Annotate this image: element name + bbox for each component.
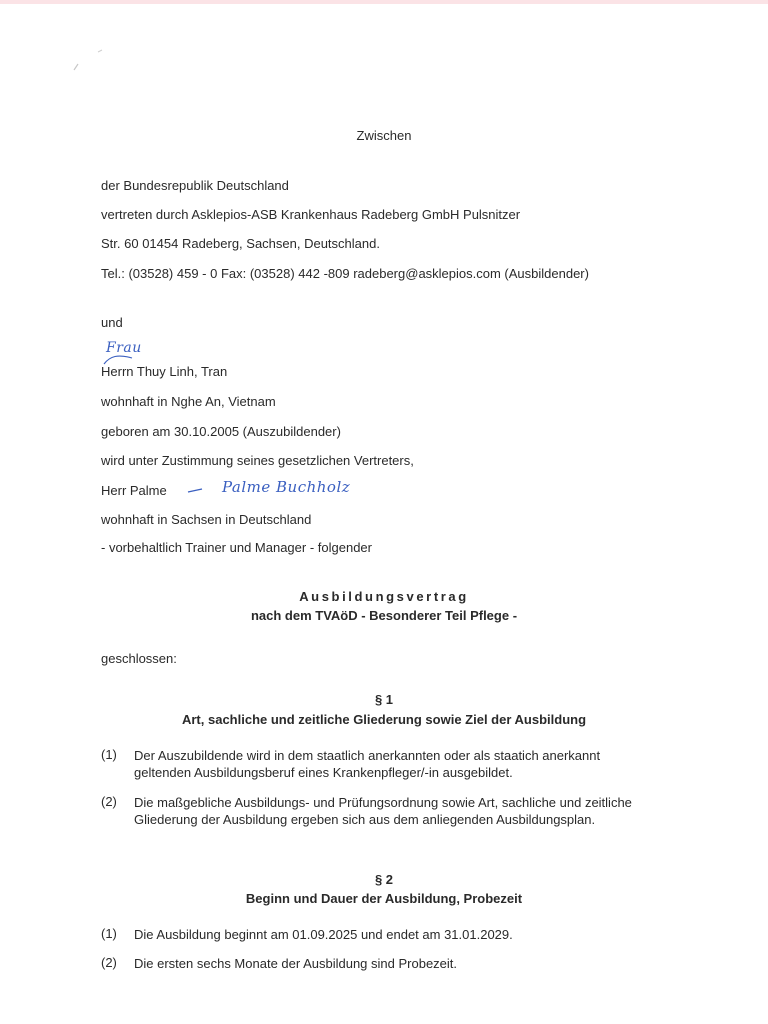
section-1-item-1-number: (1) [101,747,117,762]
trainee-name: Herrn Thuy Linh, Tran [101,364,228,379]
section-1-item-1-text: Der Auszubildende wird in dem staatlich anerkannten oder als staatich anerkannt geltenden Ausbildungsberuf eines Krankenpfleger/-in ausgebildet. [134,748,601,780]
party-contact: Tel.: (03528) 459 - 0 Fax: (03528) 442 -809 radeberg@asklepios.com (Ausbildender) [101,266,589,281]
section-2-item-2-text: Die ersten sechs Monate der Ausbildung sind Probezeit. [134,956,458,971]
section-2-item-1-number: (1) [101,926,117,941]
guardian-consent: wird unter Zustimmung seines gesetzlichen Vertreters, [101,453,414,468]
guardian-residence: wohnhaft in Sachsen in Deutschland [101,512,312,527]
section-2-item-2-number: (2) [101,955,117,970]
guardian-name: Herr Palme [101,483,167,498]
contract-subtitle: nach dem TVAöD - Besonderer Teil Pflege - [250,608,518,623]
page-top-edge [0,0,768,4]
strike-mark [102,352,142,368]
concluded-label: geschlossen: [101,651,177,666]
section-2-heading: Beginn und Dauer der Ausbildung, Probezeit [245,891,523,906]
reservation-line: - vorbehaltlich Trainer und Manager - folgender [101,540,372,555]
party-address: Str. 60 01454 Radeberg, Sachsen, Deutschland. [101,236,380,251]
handwritten-dash [186,484,206,496]
section-1-item-2-text: Die maßgebliche Ausbildungs- und Prüfungsordnung sowie Art, sachliche und zeitliche Gliederung der Ausbildung ergeben sich aus dem anliegenden Ausbildungsplan. [134,795,632,827]
handwritten-salutation: Frau [106,340,142,356]
party-country: der Bundesrepublik Deutschland [101,178,289,193]
section-1-heading: Art, sachliche und zeitliche Gliederung sowie Ziel der Ausbildung [181,712,587,727]
section-2-number: § 2 [374,872,394,887]
between-label: Zwischen [356,128,412,143]
contract-title: Ausbildungsvertrag [299,589,469,604]
stray-mark [70,44,110,74]
section-1-item-2-number: (2) [101,794,117,809]
section-2-item-1-text: Die Ausbildung beginnt am 01.09.2025 und endet am 31.01.2029. [134,927,513,942]
trainee-birth: geboren am 30.10.2005 (Auszubildender) [101,424,341,439]
trainee-residence: wohnhaft in Nghe An, Vietnam [101,394,276,409]
and-label: und [101,315,123,330]
guardian-handwritten-name: Palme Buchholz [222,478,351,496]
section-1-number: § 1 [374,692,394,707]
party-represented-by: vertreten durch Asklepios-ASB Krankenhaus Radeberg GmbH Pulsnitzer [101,207,521,222]
